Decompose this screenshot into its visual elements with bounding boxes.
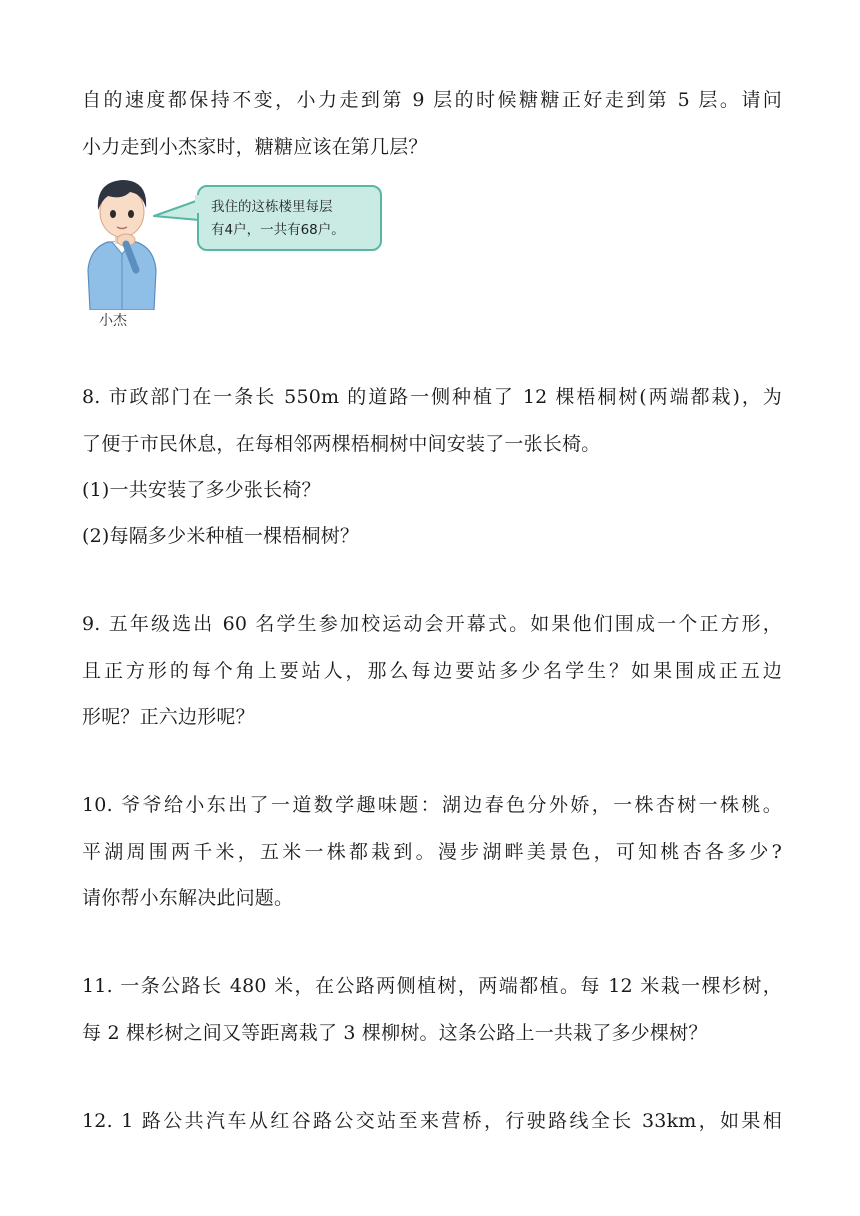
problem9-line3: 形呢？正六边形呢？ xyxy=(82,706,255,728)
problem10-line1: 10. 爷爷给小东出了一道数学趣味题：湖边春色分外娇，一株杏树一株桃。 xyxy=(82,794,782,816)
problem9-line2: 且正方形的每个角上要站人，那么每边要站多少名学生？如果围成正五边 xyxy=(82,660,782,682)
problem8-question2: (2)每隔多少米种植一棵梧桐树？ xyxy=(82,525,360,547)
bubble-tail-cover xyxy=(193,185,199,255)
problem7-line1: 自的速度都保持不变，小力走到第 9 层的时候糖糖正好走到第 5 层。请问 xyxy=(82,89,782,111)
problem8-line1: 8. 市政部门在一条长 550m 的道路一侧种植了 12 棵梧桐树(两端都栽)，为 xyxy=(82,386,782,408)
problem10-line2: 平湖周围两千米，五米一株都栽到。漫步湖畔美景色，可知桃杏各多少? xyxy=(82,841,782,863)
xiaojie-figure xyxy=(82,170,392,335)
problem8-question1: (1)一共安装了多少张长椅？ xyxy=(82,479,321,501)
problem9-line1: 9. 五年级选出 60 名学生参加校运动会开幕式。如果他们围成一个正方形， xyxy=(82,613,782,635)
speech-line-1: 我住的这栋楼里每层 xyxy=(211,199,333,215)
boy-illustration xyxy=(82,170,162,310)
problem10-line3: 请你帮小东解决此问题。 xyxy=(82,887,294,909)
problem12-line1: 12. 1 路公共汽车从红谷路公交站至来营桥，行驶路线全长 33km，如果相 xyxy=(82,1110,782,1132)
problem11-line1: 11. 一条公路长 480 米，在公路两侧植树，两端都植。每 12 米栽一棵杉树， xyxy=(82,975,782,997)
problem11-line2: 每 2 棵杉树之间又等距离栽了 3 棵柳树。这条公路上一共栽了多少棵树？ xyxy=(82,1022,708,1044)
character-caption: 小杰 xyxy=(99,313,127,329)
problem8-line2: 了便于市民休息，在每相邻两棵梧桐树中间安装了一张长椅。 xyxy=(82,433,601,455)
problem7-line2: 小力走到小杰家时，糖糖应该在第几层？ xyxy=(82,136,428,158)
speech-line-2: 有4户，一共有68户。 xyxy=(211,222,345,238)
speech-bubble xyxy=(197,185,382,251)
